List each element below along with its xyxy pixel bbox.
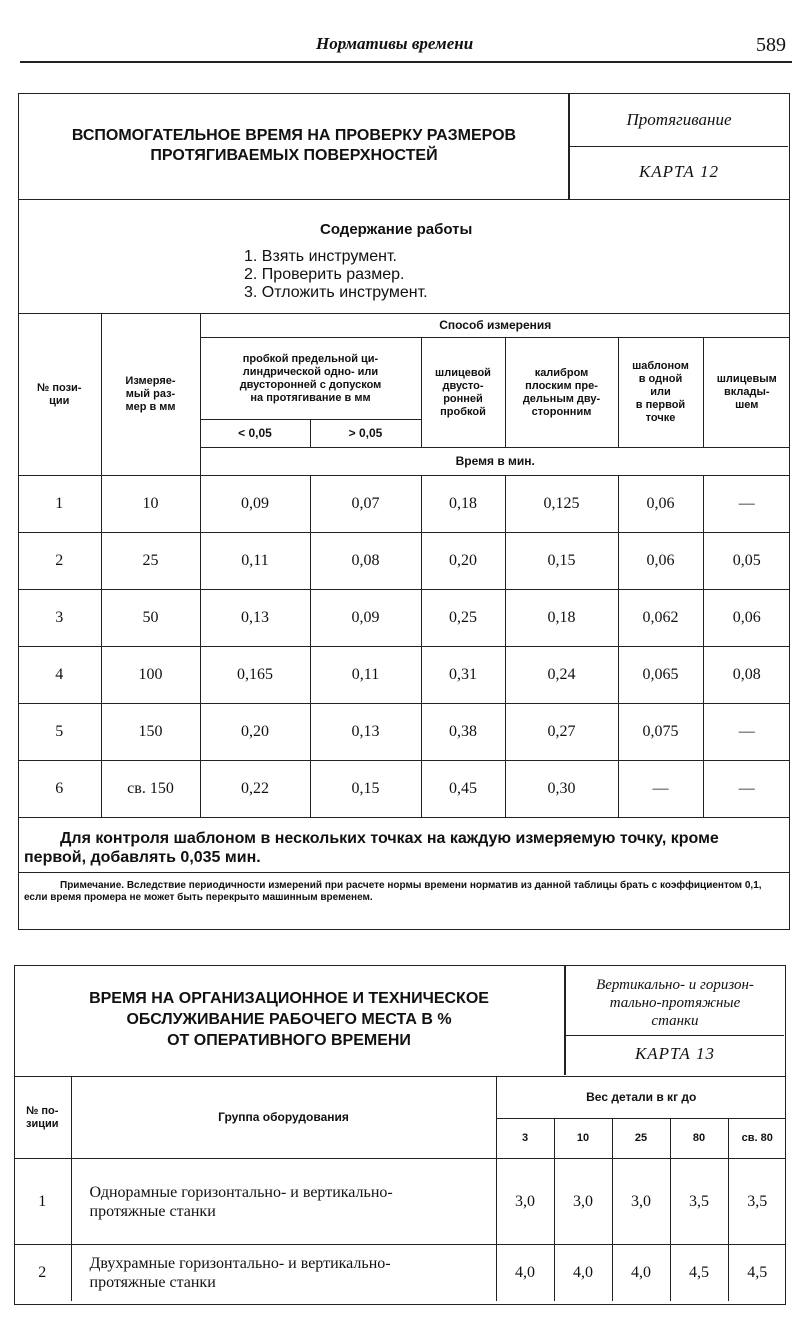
value-cell: 0,13 bbox=[200, 590, 310, 647]
row-size: 10 bbox=[101, 476, 200, 533]
weight-header: 3 bbox=[496, 1119, 554, 1159]
value-cell: 0,31 bbox=[421, 647, 505, 704]
work-steps bbox=[244, 248, 428, 302]
weight-header: 10 bbox=[554, 1119, 612, 1159]
value-cell: — bbox=[618, 761, 703, 818]
card13-category: Вертикально- и горизон- тально-протяжные станки bbox=[596, 977, 754, 1029]
value-cell: 0,09 bbox=[310, 590, 421, 647]
col-method-header: Способ измерения bbox=[200, 314, 790, 338]
value-cell: 0,15 bbox=[505, 533, 618, 590]
card12-title: ВСПОМОГАТЕЛЬНОЕ ВРЕМЯ НА ПРОВЕРКУ РАЗМЕРОВ ПРОТЯГИВАЕМЫХ ПОВЕРХНОСТЕЙ bbox=[71, 127, 517, 164]
value-cell: 4,0 bbox=[554, 1245, 612, 1301]
row-position: 5 bbox=[18, 704, 101, 761]
value-cell: 4,0 bbox=[496, 1245, 554, 1301]
value-cell: 0,13 bbox=[310, 704, 421, 761]
footnote-template: Для контроля шаблоном в нескольких точках на каждую измеряемую точку, кроме первой, добавлять 0,035 мин. bbox=[24, 830, 719, 866]
table-row bbox=[18, 761, 790, 818]
running-title: Нормативы времени bbox=[316, 34, 474, 53]
col-template-header: шаблоном в одной или в первой точке bbox=[618, 338, 703, 448]
card12-title-bottom-rule bbox=[18, 199, 790, 200]
value-cell: 0,20 bbox=[200, 704, 310, 761]
value-cell: — bbox=[703, 761, 790, 818]
value-cell: 0,165 bbox=[200, 647, 310, 704]
value-cell: 0,22 bbox=[200, 761, 310, 818]
card12-category: Протягивание bbox=[626, 110, 732, 129]
value-cell: 0,20 bbox=[421, 533, 505, 590]
value-cell: 0,062 bbox=[618, 590, 703, 647]
value-cell: 0,30 bbox=[505, 761, 618, 818]
header-rule bbox=[20, 61, 792, 63]
value-cell: 0,09 bbox=[200, 476, 310, 533]
page-number: 589 bbox=[756, 34, 786, 56]
value-cell: 0,08 bbox=[703, 647, 790, 704]
value-cell: 0,05 bbox=[703, 533, 790, 590]
col13-position-header: № по- зиции bbox=[14, 1077, 71, 1159]
value-cell: — bbox=[703, 476, 790, 533]
row-position: 1 bbox=[18, 476, 101, 533]
col13-weight-header: Вес детали в кг до bbox=[496, 1077, 786, 1119]
col13-group-header: Группа оборудования bbox=[71, 1077, 496, 1159]
weight-header: св. 80 bbox=[728, 1119, 786, 1159]
value-cell: 3,0 bbox=[554, 1159, 612, 1245]
row-group: Двухрамные горизонтально- и вертикально- протяжные станки bbox=[71, 1245, 496, 1301]
value-cell: 0,125 bbox=[505, 476, 618, 533]
col-spline-insert-header: шлицевым вклады- шем bbox=[703, 338, 790, 448]
col-caliber-header: калибром плоским пре- дельным дву- сторонним bbox=[505, 338, 618, 448]
work-step: 3. Отложить инструмент. bbox=[244, 284, 428, 301]
value-cell: 0,27 bbox=[505, 704, 618, 761]
value-cell: 3,0 bbox=[496, 1159, 554, 1245]
value-cell: 0,45 bbox=[421, 761, 505, 818]
value-cell: 3,0 bbox=[612, 1159, 670, 1245]
col-plug-header: пробкой предельной ци- линдрической одно- или двусторонней с допуском на протягивание в мм bbox=[200, 338, 421, 420]
footnote-remark: Примечание. Вследствие периодичности измерений при расчете нормы времени норматив из данной таблицы брать с коэффициентом 0,1, если время промера не может быть перекрыто машинным временем. bbox=[24, 880, 762, 903]
col-plug-a-header: < 0,05 bbox=[200, 420, 310, 448]
table-row bbox=[18, 590, 790, 647]
table-row bbox=[18, 647, 790, 704]
row-position: 2 bbox=[14, 1245, 71, 1301]
col-spline-plug-header: шлицевой двусто- ронней пробкой bbox=[421, 338, 505, 448]
work-step: 2. Проверить размер. bbox=[244, 266, 405, 283]
value-cell: 4,5 bbox=[728, 1245, 786, 1301]
table-row bbox=[18, 533, 790, 590]
row-position: 1 bbox=[14, 1159, 71, 1245]
value-cell: — bbox=[703, 704, 790, 761]
value-cell: 0,18 bbox=[421, 476, 505, 533]
value-cell: 0,06 bbox=[618, 476, 703, 533]
row-position: 2 bbox=[18, 533, 101, 590]
footnote-rule bbox=[18, 872, 790, 873]
row-position: 6 bbox=[18, 761, 101, 818]
card13-card-label: КАРТА 13 bbox=[634, 1044, 716, 1063]
card12-table bbox=[18, 313, 790, 818]
value-cell: 3,5 bbox=[670, 1159, 728, 1245]
row-size: св. 150 bbox=[101, 761, 200, 818]
work-heading: Содержание работы bbox=[320, 221, 473, 238]
col-position-header: № пози- ции bbox=[18, 314, 101, 476]
value-cell: 0,11 bbox=[200, 533, 310, 590]
value-cell: 0,15 bbox=[310, 761, 421, 818]
table-row bbox=[14, 1159, 786, 1245]
weight-header: 25 bbox=[612, 1119, 670, 1159]
row-position: 4 bbox=[18, 647, 101, 704]
value-cell: 0,07 bbox=[310, 476, 421, 533]
table-row bbox=[18, 704, 790, 761]
value-cell: 0,18 bbox=[505, 590, 618, 647]
work-step: 1. Взять инструмент. bbox=[244, 248, 397, 265]
value-cell: 4,5 bbox=[670, 1245, 728, 1301]
card13-category-rule bbox=[566, 1035, 784, 1036]
value-cell: 0,38 bbox=[421, 704, 505, 761]
table-row bbox=[18, 476, 790, 533]
value-cell: 0,25 bbox=[421, 590, 505, 647]
col-size-header: Измеряе- мый раз- мер в мм bbox=[101, 314, 200, 476]
card12-card-label: КАРТА 12 bbox=[638, 162, 720, 181]
col-plug-b-header: > 0,05 bbox=[310, 420, 421, 448]
card13-table bbox=[14, 1076, 786, 1301]
value-cell: 0,075 bbox=[618, 704, 703, 761]
value-cell: 4,0 bbox=[612, 1245, 670, 1301]
value-cell: 0,06 bbox=[618, 533, 703, 590]
value-cell: 0,065 bbox=[618, 647, 703, 704]
row-position: 3 bbox=[18, 590, 101, 647]
time-unit-header: Время в мин. bbox=[200, 448, 790, 476]
row-group: Однорамные горизонтально- и вертикально- протяжные станки bbox=[71, 1159, 496, 1245]
value-cell: 0,08 bbox=[310, 533, 421, 590]
card13-title: ВРЕМЯ НА ОРГАНИЗАЦИОННОЕ И ТЕХНИЧЕСКОЕ ОБСЛУЖИВАНИЕ РАБОЧЕГО МЕСТА В % ОТ ОПЕРАТИВНОГО ВРЕМЕНИ bbox=[89, 990, 489, 1049]
value-cell: 0,24 bbox=[505, 647, 618, 704]
value-cell: 0,06 bbox=[703, 590, 790, 647]
row-size: 50 bbox=[101, 590, 200, 647]
weight-header: 80 bbox=[670, 1119, 728, 1159]
value-cell: 3,5 bbox=[728, 1159, 786, 1245]
table-row bbox=[14, 1245, 786, 1301]
value-cell: 0,11 bbox=[310, 647, 421, 704]
row-size: 100 bbox=[101, 647, 200, 704]
card12-category-rule bbox=[570, 146, 788, 147]
row-size: 150 bbox=[101, 704, 200, 761]
row-size: 25 bbox=[101, 533, 200, 590]
